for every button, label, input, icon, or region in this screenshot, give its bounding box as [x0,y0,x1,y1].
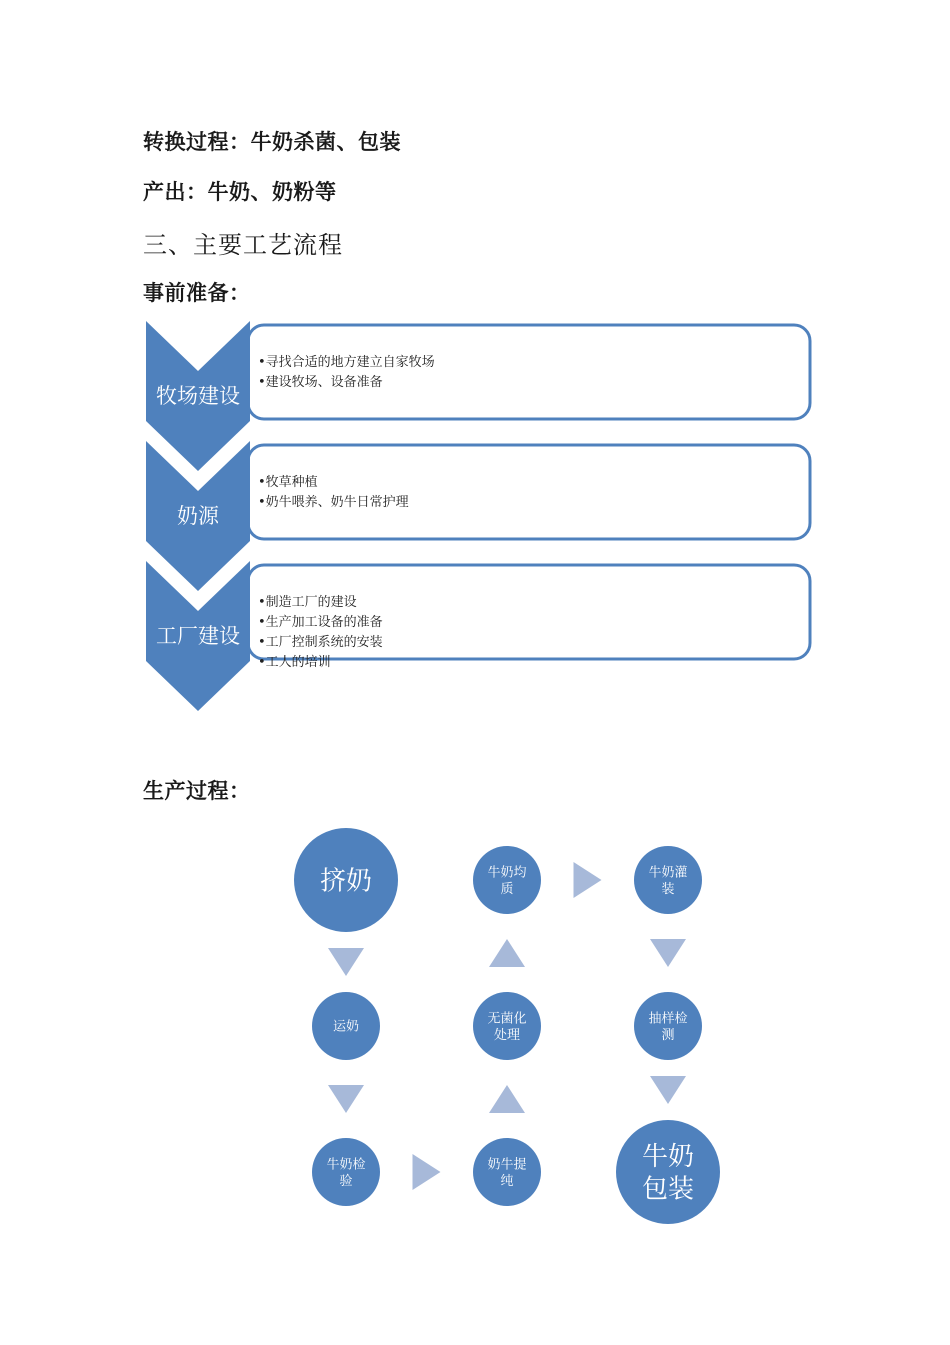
flow-arrow-up [489,1085,525,1113]
output-line: 产出：牛奶、奶粉等 [143,179,337,204]
process-step-label: 处理 [493,1027,521,1043]
production-label: 生产过程： [143,778,251,803]
process-step-label: 纯 [500,1173,514,1189]
step-detail-box [248,445,810,539]
process-step-label: 牛奶 [641,1142,695,1173]
step-bullet-item: •生产加工设备的准备 [258,615,383,630]
step-bullet-item: •建设牧场、设备准备 [258,375,383,390]
process-step-label: 质 [500,881,514,897]
step-bullet-item: •寻找合适的地方建立自家牧场 [258,355,435,370]
process-step-label: 奶牛提 [487,1157,527,1173]
preparation-diagram [146,321,810,711]
step-label: 奶源 [177,504,219,528]
process-step-label: 运奶 [332,1019,360,1035]
conversion-process-line: 转换过程：牛奶杀菌、包装 [143,129,401,154]
flow-arrow-down [650,939,686,967]
process-step-label: 装 [661,881,675,897]
process-step-label: 牛奶检 [326,1157,366,1173]
flow-arrow-right [574,862,602,898]
flow-arrow-down [328,1085,364,1113]
process-step-label: 牛奶均 [487,865,527,881]
step-label: 牧场建设 [156,384,240,408]
process-step-label: 测 [661,1027,675,1043]
process-step-label: 验 [339,1173,353,1189]
process-step-label: 包装 [641,1174,695,1205]
step-detail-box [248,325,810,419]
preparation-label: 事前准备： [143,280,251,305]
step-bullet-item: •制造工厂的建设 [258,595,357,610]
production-flow-diagram [294,828,720,1224]
process-step-label: 无菌化 [487,1011,527,1027]
step-bullet-item: •牧草种植 [258,475,318,490]
flow-arrow-down [650,1076,686,1104]
step-bullet-item: •工厂控制系统的安装 [258,635,383,650]
flow-arrow-up [489,939,525,967]
flow-arrow-down [328,948,364,976]
step-bullet-item: •奶牛喂养、奶牛日常护理 [258,495,409,510]
section-heading: 三、主要工艺流程 [143,231,343,259]
process-step-label: 挤奶 [319,866,373,897]
process-step-label: 牛奶灌 [648,865,688,881]
step-label: 工厂建设 [156,624,240,648]
process-step-label: 抽样检 [648,1011,688,1027]
step-bullet-item: •工人的培训 [258,655,331,670]
flow-arrow-right [413,1154,441,1190]
